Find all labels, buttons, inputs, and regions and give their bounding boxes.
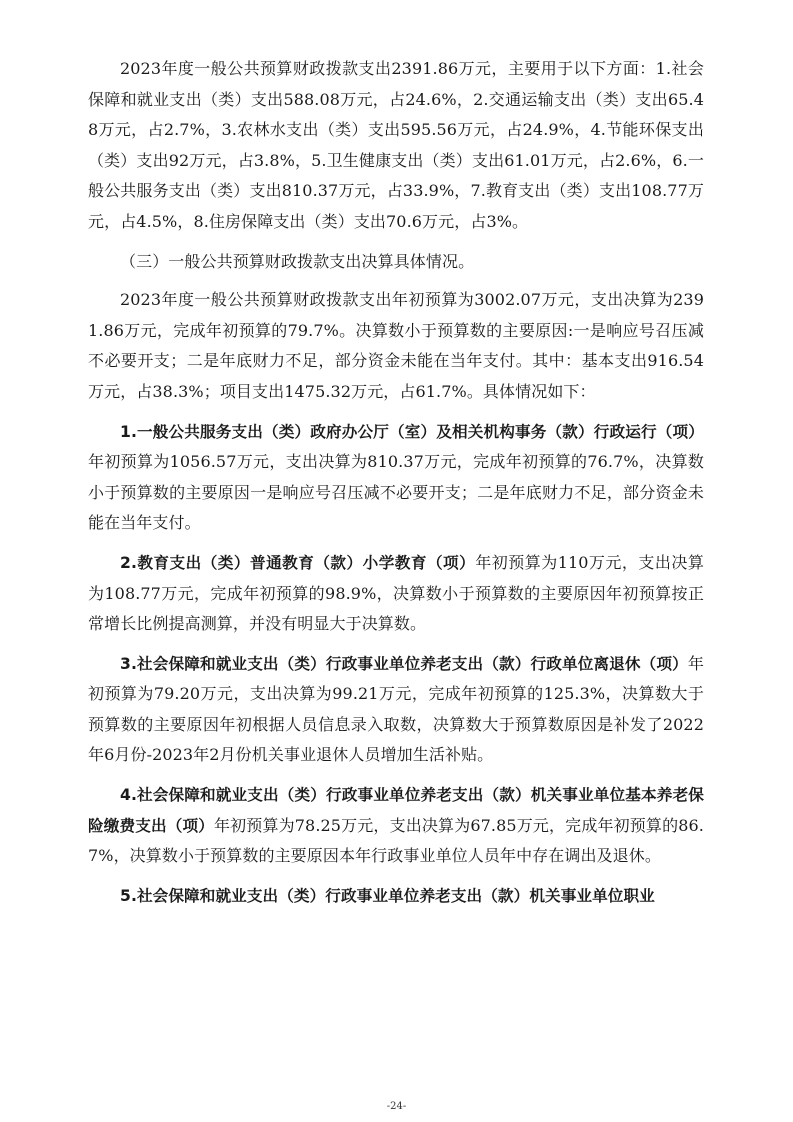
paragraph-text: 2023年度一般公共预算财政拨款支出2391.86万元，主要用于以下方面：1.社会保障和就业支出（类）支出588.08万元，占24.6%，2.交通运输支出（类）支出65.48万元，占2.7%，3.农林水支出（类）支出595.56万元，占24.9%，4.节能环保支出（类）支出92万元，占3.8%，5.卫生健康支出（类）支出61.01万元，占2.6%，6.一般公共服务支出（类）支出810.37万元，占33.9%，7.教育支出（类）支出108.77万元，占4.5%，8.住房保障支出（类）支出70.6万元，占3%。 bbox=[88, 59, 704, 231]
paragraph-text: 年初预算为79.20万元，支出决算为99.21万元，完成年初预算的125.3%，决算数大于预算数的主要原因年初根据人员信息录入取数，决算数大于预算数原因是补发了2022年6月份-2023年2月份机关事业退休人员增加生活补贴。 bbox=[88, 653, 704, 765]
paragraph-item-5 bbox=[88, 881, 704, 912]
paragraph-text: 年初预算为78.25万元，支出决算为67.85万元，完成年初预算的86.7%，决算数小于预算数的主要原因本年行政事业单位人员年中存在调出及退休。 bbox=[88, 815, 704, 866]
paragraph-lead: 3.社会保障和就业支出（类）行政事业单位养老支出（款）行政单位离退休（项） bbox=[120, 654, 688, 673]
paragraph-text: 年初预算为1056.57万元，支出决算为810.37万元，完成年初预算的76.7%，决算数小于预算数的主要原因一是响应号召压减不必要开支；二是年底财力不足，部分资金未能在当年支付。 bbox=[88, 452, 704, 533]
paragraph-item-3 bbox=[88, 649, 704, 771]
paragraph-text: （三）一般公共预算财政拨款支出决算具体情况。 bbox=[120, 251, 475, 271]
paragraph-lead: 2.教育支出（类）普通教育（款）小学教育（项） bbox=[120, 553, 476, 572]
paragraph-item-4 bbox=[88, 780, 704, 872]
section-heading-three bbox=[88, 247, 704, 278]
paragraph-item-1 bbox=[88, 417, 704, 539]
document-body bbox=[88, 54, 704, 920]
page-number: -24- bbox=[386, 1101, 407, 1112]
paragraph-text: 2023年度一般公共预算财政拨款支出年初预算为3002.07万元，支出决算为2391.86万元，完成年初预算的79.7%。决算数小于预算数的主要原因:一是响应号召压减不必要开支；二是年底财力不足，部分资金未能在当年支付。其中：基本支出916.54万元，占38.3%；项目支出1475.32万元，占61.7%。具体情况如下： bbox=[88, 290, 704, 401]
paragraph-lead: 1.一般公共服务支出（类）政府办公厅（室）及相关机构事务（款）行政运行（项） bbox=[120, 422, 704, 441]
paragraph-text: 年初预算为110万元，支出决算为108.77万元，完成年初预算的98.9%，决算数小于预算数的主要原因年初预算按正常增长比例提高测算，并没有明显大于决算数。 bbox=[88, 552, 704, 634]
paragraph-item-2 bbox=[88, 548, 704, 640]
paragraph-budget-overview bbox=[88, 285, 704, 407]
paragraph-lead: 4.社会保障和就业支出（类）行政事业单位养老支出（款）机关事业单位基本养老保险缴费支出（项） bbox=[88, 786, 704, 835]
paragraph-expenditure-summary bbox=[88, 54, 704, 238]
paragraph-lead: 5.社会保障和就业支出（类）行政事业单位养老支出（款）机关事业单位职业 bbox=[120, 886, 655, 905]
